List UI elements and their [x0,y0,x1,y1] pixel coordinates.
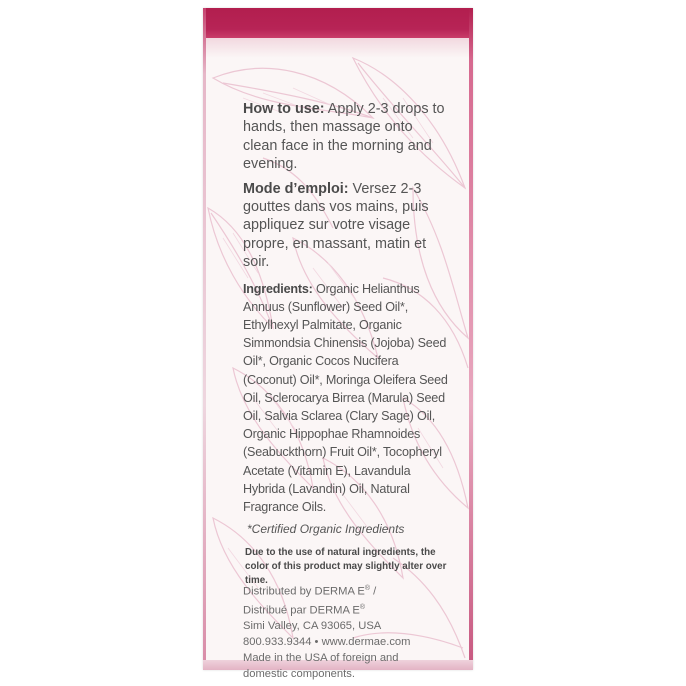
origin-line-2: domestic components. [243,668,355,681]
product-box-panel [203,8,473,681]
distributor-info [243,581,453,682]
mode-emploi-paragraph [243,180,448,272]
natural-ingredients-note: Due to the use of natural ingredients, the color of this product may slightly alter over time. [245,547,447,587]
instructions-content [243,100,448,588]
ingredients-paragraph [243,280,448,517]
top-color-band [203,8,473,38]
mode-emploi-label: Mode d’emploi: [243,180,349,197]
band-shadow [203,38,473,58]
distributor-address: Simi Valley, CA 93065, USA [243,620,382,633]
registered-mark: ® [359,603,366,611]
ingredients-text: Organic Helianthus Annuus (Sunflower) Seed Oil*, Ethylhexyl Palmitate, Organic Simmondsia Chinensis (Jojoba) Seed Oil*, Organic Cocos Nucifera (Coconut) Oil*, Moringa Oleifera Seed Oil, Sclerocarya Birrea (Marula) Seed Oil, Salvia Sclarea (Clary Sage) Oil, Organic Hippophae Rhamnoides (Seabuckthorn) Fruit Oil*, Tocopheryl Acetate (Vitamin E), Lavandula Hybrida (Lavandin) Oil, Natural Fragrance Oils. [243,281,448,515]
how-to-use-paragraph [243,100,448,174]
how-to-use-label: How to use: [243,101,325,117]
distributor-line-fr: Distribué par DERMA E® [243,603,366,617]
mode-emploi-text: Versez 2-3 gouttes dans vos mains, puis appliquez sur votre visage propre, en massant, matin et soir. [243,180,429,271]
box-left-edge [203,8,206,670]
how-to-use-text: Apply 2-3 drops to hands, then massage onto clean face in the morning and evening. [243,101,445,173]
origin-line-1: Made in the USA of foreign and [243,652,399,665]
box-right-edge [469,8,473,670]
distributor-contact: 800.933.9344 • www.dermae.com [243,636,411,649]
distributor-line-en: Distributed by DERMA E® / [243,585,377,598]
ingredients-label: Ingredients: [243,281,313,296]
certified-organic-note: *Certified Organic Ingredients [247,522,405,537]
registered-mark: ® [364,585,371,592]
